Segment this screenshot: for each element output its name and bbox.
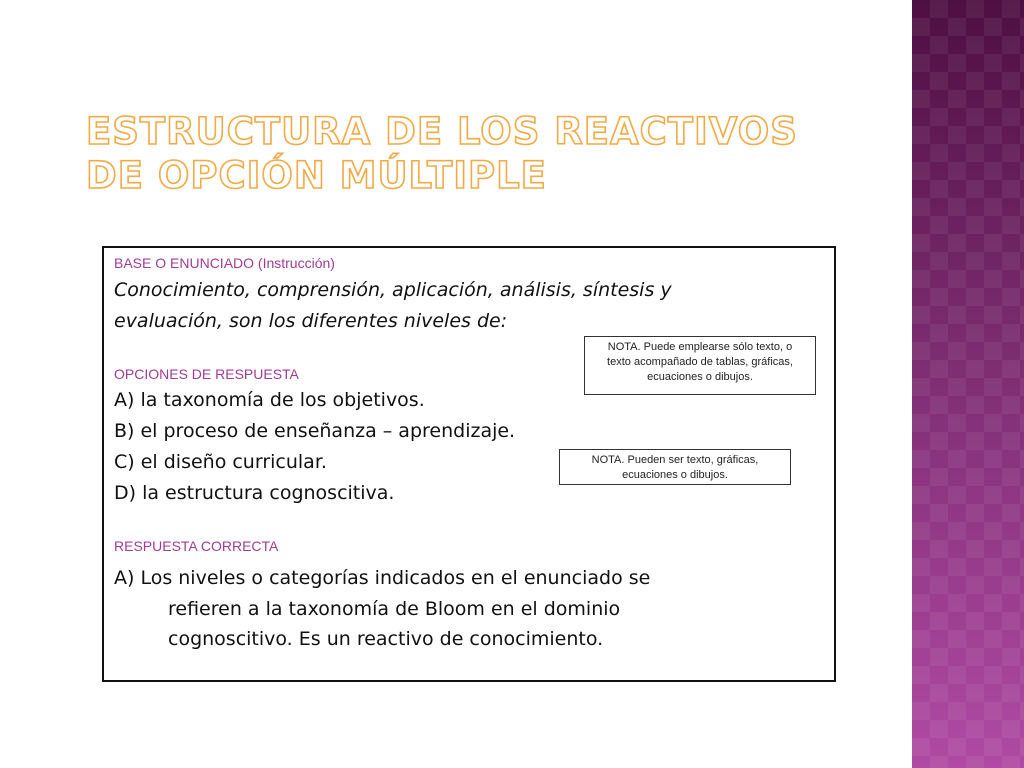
- note-stem-line-3: ecuaciones o dibujos.: [647, 371, 753, 383]
- note-stem-line-1: NOTA. Puede emplearse sólo texto, o: [607, 341, 793, 353]
- note-stem-line-2: texto acompañado de tablas, gráficas,: [607, 356, 793, 368]
- base-text-line-1: Conocimiento, comprensión, aplicación, análisis, síntesis y: [114, 279, 672, 301]
- note-options-line-1: NOTA. Pueden ser texto, gráficas,: [591, 454, 759, 466]
- base-label: BASE O ENUNCIADO (Instrucción): [114, 255, 335, 271]
- option-a: A) la taxonomía de los objetivos.: [114, 389, 425, 411]
- base-text-line-2: evaluación, son los diferentes niveles de:: [114, 310, 508, 332]
- note-box-stem: [584, 336, 816, 395]
- note-options-line-2: ecuaciones o dibujos.: [622, 469, 728, 481]
- correct-answer-label: RESPUESTA CORRECTA: [114, 538, 279, 554]
- options-label: OPCIONES DE RESPUESTA: [114, 366, 299, 382]
- correct-answer-line-2: refieren a la taxonomía de Bloom en el dominio: [168, 598, 621, 620]
- decorative-side-band: [912, 0, 1024, 768]
- correct-answer-line-3: cognoscitivo. Es un reactivo de conocimiento.: [168, 628, 604, 650]
- option-c: C) el diseño curricular.: [114, 451, 327, 473]
- note-box-options: [559, 449, 791, 485]
- option-b: B) el proceso de enseñanza – aprendizaje.: [114, 420, 516, 442]
- correct-answer-line-1: A) Los niveles o categorías indicados en el enunciado se: [114, 567, 651, 589]
- slide-title: ESTRUCTURA DE LOS REACTIVOS DE OPCIÓN MÚLTIPLE: [86, 110, 798, 197]
- option-d: D) la estructura cognoscitiva.: [114, 482, 395, 504]
